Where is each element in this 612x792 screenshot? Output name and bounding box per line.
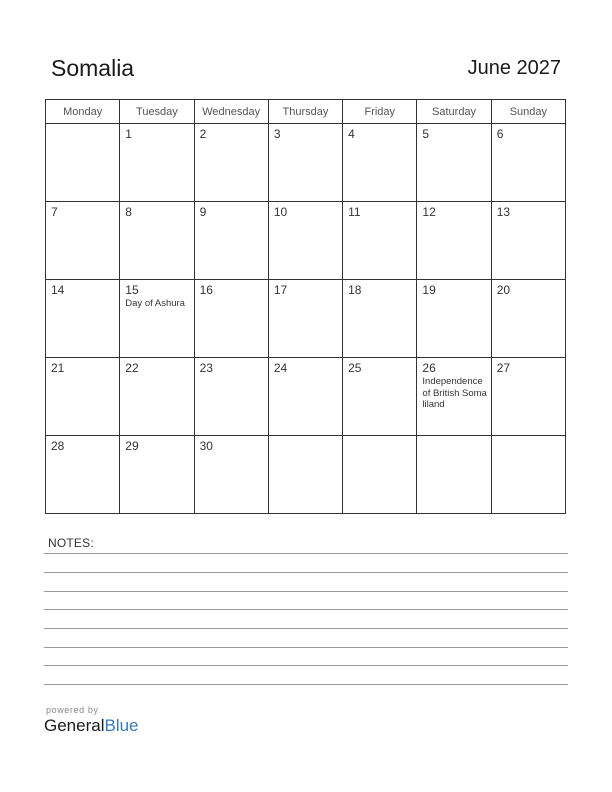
day-cell xyxy=(120,358,194,436)
day-number: 14 xyxy=(51,283,65,297)
day-cell xyxy=(46,202,120,280)
day-cell xyxy=(268,124,342,202)
day-cell xyxy=(268,280,342,358)
day-number: 11 xyxy=(348,205,361,219)
week-row xyxy=(46,280,566,358)
day-number: 28 xyxy=(51,439,65,453)
weekday-header-row xyxy=(46,100,566,124)
day-number: 23 xyxy=(199,361,213,375)
day-cell xyxy=(46,436,120,514)
day-number: 27 xyxy=(496,361,511,375)
powered-by-text: powered by xyxy=(46,705,99,715)
note-line xyxy=(44,572,568,573)
day-number: 15 xyxy=(125,283,139,297)
note-line xyxy=(44,684,568,685)
day-number: 19 xyxy=(422,283,436,297)
day-cell xyxy=(491,124,565,202)
day-cell xyxy=(120,436,194,514)
day-cell xyxy=(194,436,268,514)
note-line xyxy=(44,609,568,610)
day-cell xyxy=(194,358,268,436)
country-title: Somalia xyxy=(51,55,135,81)
generalblue-logo xyxy=(44,716,139,736)
day-number: 4 xyxy=(348,127,355,141)
day-cell xyxy=(417,436,491,514)
day-cell xyxy=(417,202,491,280)
day-number: 29 xyxy=(125,439,139,453)
day-cell xyxy=(343,280,417,358)
day-cell xyxy=(491,280,565,358)
day-number: 9 xyxy=(199,205,207,219)
day-number: 26 xyxy=(422,361,436,375)
day-cell xyxy=(343,358,417,436)
week-row xyxy=(46,202,566,280)
day-cell xyxy=(268,436,342,514)
day-cell xyxy=(194,280,268,358)
day-number: 2 xyxy=(199,127,207,141)
day-cell xyxy=(491,436,565,514)
day-cell xyxy=(120,202,194,280)
day-cell xyxy=(417,124,491,202)
day-number: 30 xyxy=(199,439,213,453)
weekday-saturday: Saturday xyxy=(417,100,491,124)
weekday-thursday: Thursday xyxy=(268,100,342,124)
note-line xyxy=(44,628,568,629)
day-number: 24 xyxy=(273,361,288,375)
day-cell xyxy=(417,280,491,358)
day-cell xyxy=(491,358,565,436)
week-row xyxy=(46,436,566,514)
day-number: 6 xyxy=(496,127,504,141)
day-number: 13 xyxy=(496,205,511,219)
weekday-wednesday: Wednesday xyxy=(194,100,268,124)
day-number: 22 xyxy=(125,361,139,375)
day-number: 25 xyxy=(348,361,362,375)
holiday-label: Day of Ashura xyxy=(125,298,185,309)
week-row xyxy=(46,124,566,202)
calendar-grid xyxy=(45,99,566,514)
day-number: 8 xyxy=(125,205,132,219)
week-row xyxy=(46,358,566,436)
day-cell xyxy=(343,436,417,514)
day-number: 16 xyxy=(199,283,213,297)
day-cell xyxy=(268,358,342,436)
day-cell xyxy=(491,202,565,280)
day-number: 7 xyxy=(51,205,58,219)
note-line xyxy=(44,553,568,554)
day-number: 10 xyxy=(273,205,288,219)
day-cell xyxy=(343,202,417,280)
weekday-monday: Monday xyxy=(46,100,120,124)
day-number: 20 xyxy=(496,283,511,297)
day-cell xyxy=(194,202,268,280)
weekday-sunday: Sunday xyxy=(491,100,565,124)
note-line xyxy=(44,591,568,592)
day-number: 3 xyxy=(273,127,281,141)
calendar-header xyxy=(51,55,561,85)
note-line xyxy=(44,665,568,666)
note-line xyxy=(44,647,568,648)
weekday-tuesday: Tuesday xyxy=(120,100,194,124)
day-cell xyxy=(120,280,194,358)
month-title: June 2027 xyxy=(467,57,561,79)
notes-label: NOTES: xyxy=(48,536,94,550)
day-number: 1 xyxy=(125,127,132,141)
day-cell xyxy=(120,124,194,202)
day-cell xyxy=(343,124,417,202)
day-number: 5 xyxy=(422,127,430,141)
brand-general-text: General xyxy=(44,716,105,735)
day-number: 21 xyxy=(51,361,65,375)
holiday-label: Independence of British Somaliland xyxy=(422,376,487,410)
day-cell xyxy=(268,202,342,280)
day-number: 12 xyxy=(422,205,436,219)
brand-blue-text: Blue xyxy=(104,716,139,735)
day-number: 17 xyxy=(273,283,288,297)
day-cell xyxy=(46,358,120,436)
day-cell xyxy=(417,358,491,436)
day-cell xyxy=(194,124,268,202)
weekday-friday: Friday xyxy=(343,100,417,124)
day-cell xyxy=(46,124,120,202)
day-number: 18 xyxy=(348,283,362,297)
day-cell xyxy=(46,280,120,358)
